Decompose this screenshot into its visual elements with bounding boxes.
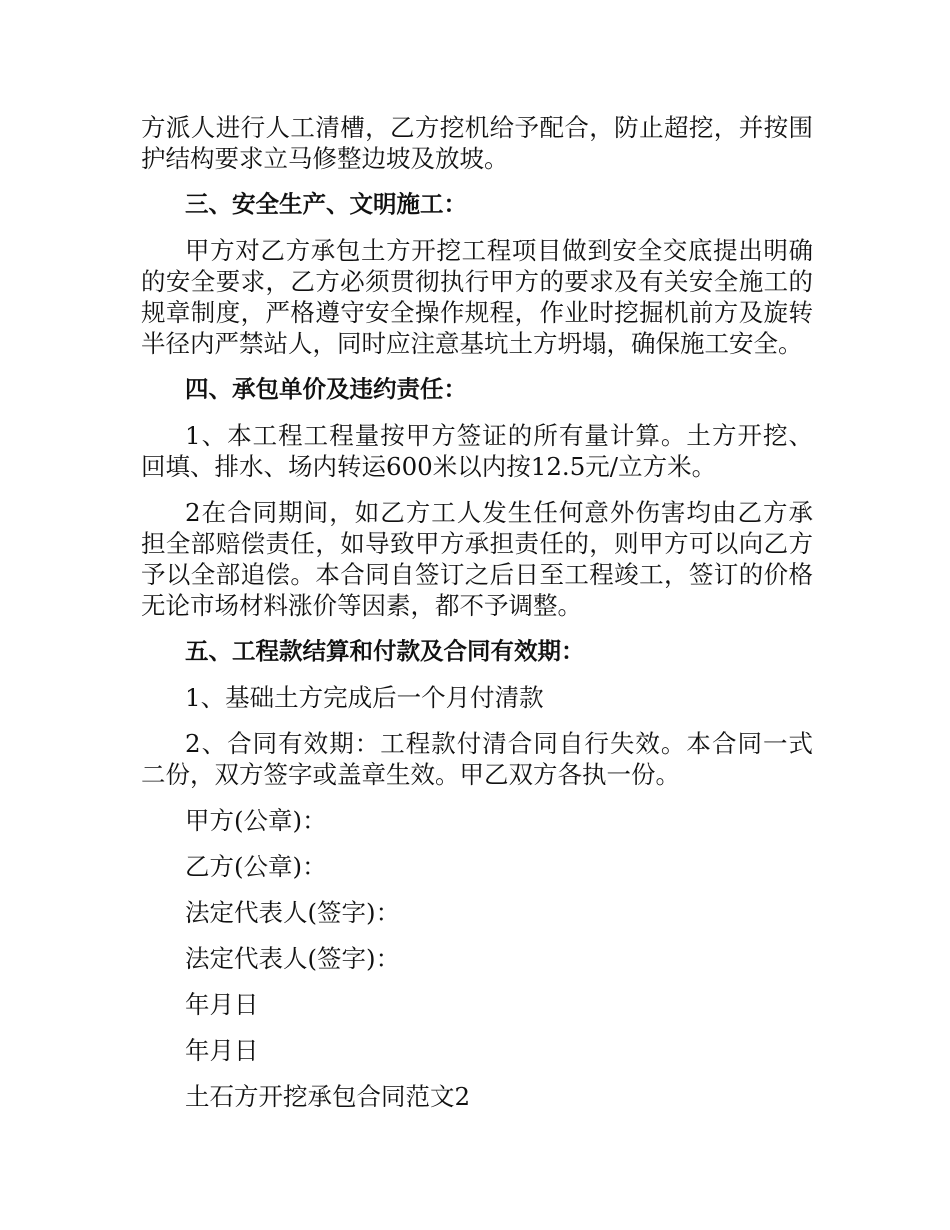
section-heading-payment: 五、工程款结算和付款及合同有效期： (185, 637, 585, 665)
legal-rep-b-line: 法定代表人(签字)： (185, 944, 401, 973)
paragraph-payment-2: 2、合同有效期：工程款付清合同自行失效。本合同一式二份，双方签字或盖章生效。甲乙双方各执一份。 (141, 729, 813, 789)
date-a-line: 年月日 (185, 990, 259, 1019)
next-contract-title: 土石方开挖承包合同范文2 (185, 1082, 471, 1111)
party-b-seal-line: 乙方(公章)： (185, 852, 327, 881)
paragraph-price-1: 1、本工程工程量按甲方签证的所有量计算。土方开挖、回填、排水、场内转运600米以内按12.5元/立方米。 (141, 421, 813, 481)
date-b-line: 年月日 (185, 1036, 259, 1065)
section-heading-safety: 三、安全生产、文明施工： (185, 190, 467, 218)
paragraph-price-2: 2在合同期间，如乙方工人发生任何意外伤害均由乙方承担全部赔偿责任，如导致甲方承担责任的，则甲方可以向乙方予以全部追偿。本合同自签订之后日至工程竣工，签订的价格无论市场材料涨价等因素，都不予调整。 (141, 498, 813, 620)
party-a-seal-line: 甲方(公章)： (185, 806, 327, 835)
paragraph-payment-1: 1、基础土方完成后一个月付清款 (185, 683, 544, 712)
paragraph-continued: 方派人进行人工清槽，乙方挖机给予配合，防止超挖，并按围护结构要求立马修整边坡及放坡。 (141, 113, 813, 173)
legal-rep-a-line: 法定代表人(签字)： (185, 898, 401, 927)
document-page (141, 112, 813, 1127)
section-heading-price: 四、承包单价及违约责任： (185, 375, 467, 403)
paragraph-safety: 甲方对乙方承包土方开挖工程项目做到安全交底提出明确的安全要求，乙方必须贯彻执行甲方的要求及有关安全施工的规章制度，严格遵守安全操作规程，作业时挖掘机前方及旋转半径内严禁站人，同时应注意基坑土方坍塌，确保施工安全。 (141, 236, 813, 358)
